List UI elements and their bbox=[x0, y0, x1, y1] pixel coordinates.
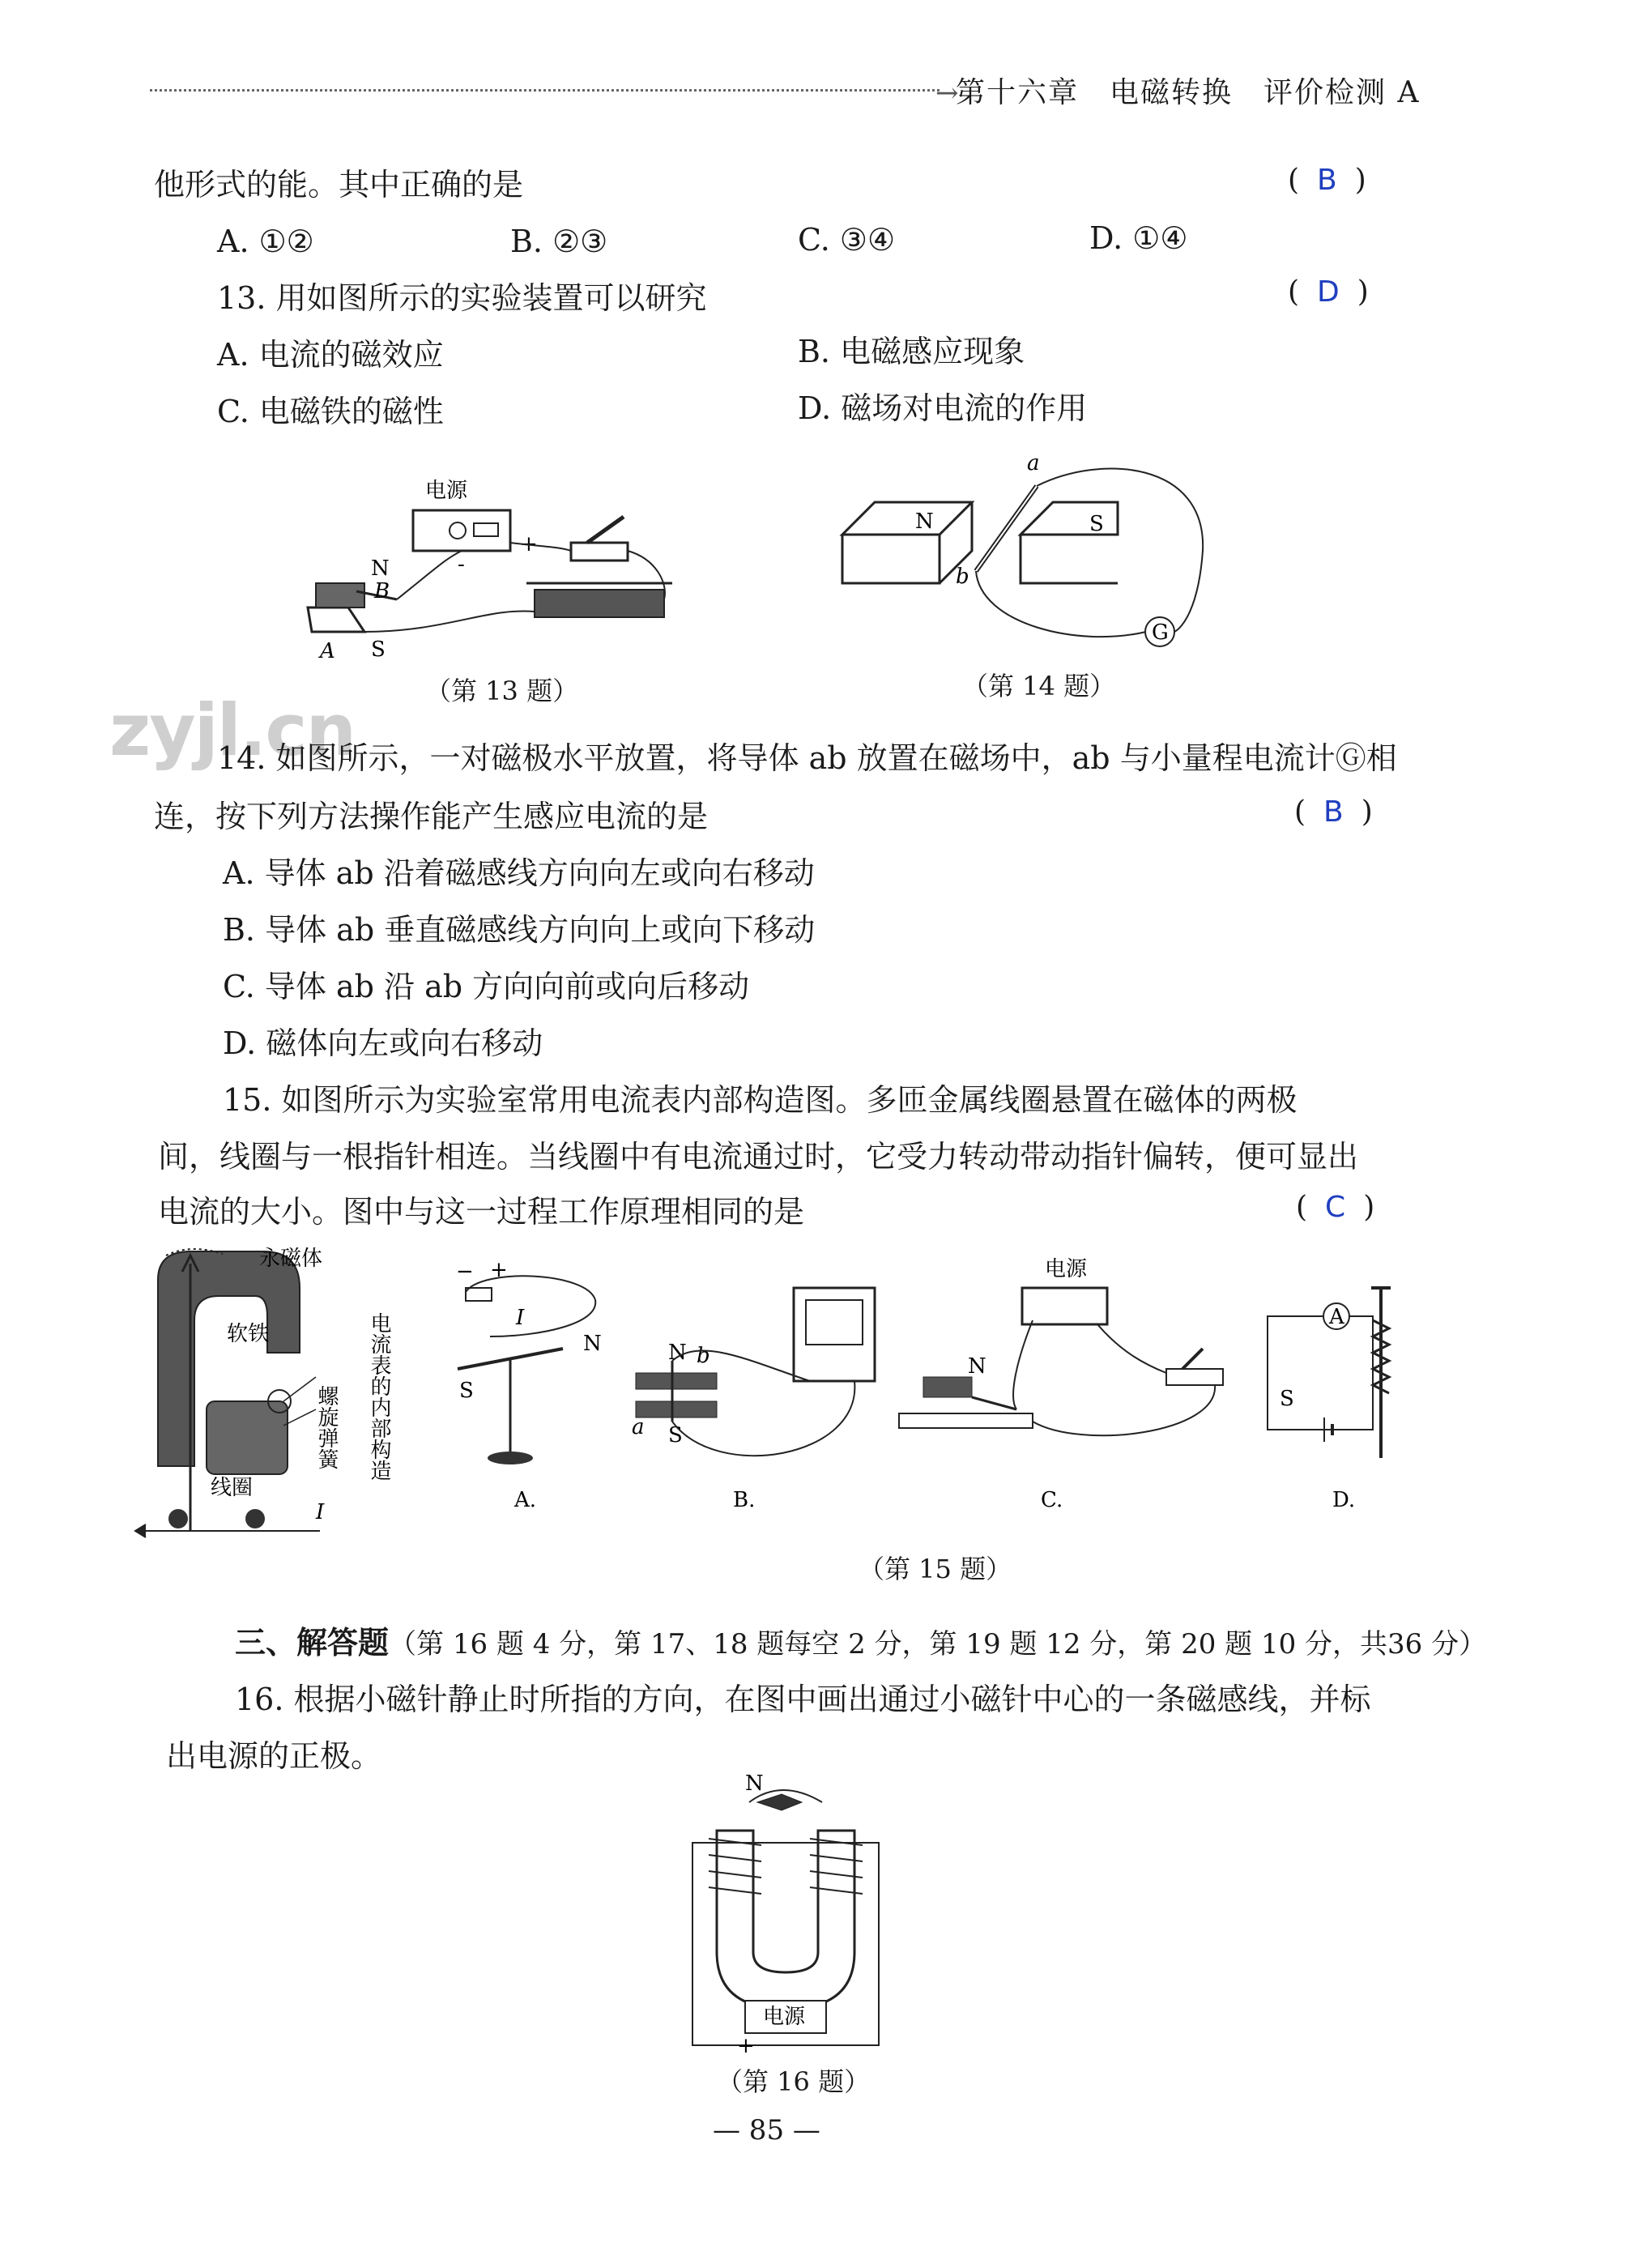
fig15a-n: N bbox=[583, 1332, 602, 1356]
section3-title: 三、解答题 bbox=[235, 1624, 390, 1660]
running-header: 第十六章 电磁转换 评价检测 A bbox=[956, 76, 1421, 109]
q13-option-d: D. 磁场对电流的作用 bbox=[798, 390, 1088, 426]
fig15-spring-label: 螺旋弹簧 bbox=[314, 1385, 339, 1469]
q16-line1: 16. 根据小磁针静止时所指的方向，在图中画出通过小磁针中心的一条磁感线，并标 bbox=[235, 1682, 1371, 1717]
q14-option-c: C. 导体 ab 沿 ab 方向向前或向后移动 bbox=[223, 969, 750, 1004]
fig15-label-a: A. bbox=[514, 1488, 537, 1512]
fig15-vertical-caption: 电流表的内部构造 bbox=[367, 1312, 391, 1481]
fig14-galvanometer-g: G bbox=[1152, 620, 1169, 645]
section3-note: （第 16 题 4 分，第 17、18 题每空 2 分，第 19 题 12 分，第 20 题 10 分，共36 分） bbox=[389, 1628, 1487, 1660]
figure-15-drawing bbox=[134, 1239, 1430, 1547]
fig15b-s: S bbox=[668, 1423, 683, 1447]
header-arrow-icon: → bbox=[935, 77, 959, 109]
fig15b-a: a bbox=[632, 1415, 645, 1439]
figure-13 bbox=[300, 470, 688, 664]
q12-option-b: B. ②③ bbox=[510, 224, 608, 259]
fig15d-s: S bbox=[1280, 1387, 1294, 1411]
fig13-pole-a: A bbox=[320, 639, 335, 663]
fig15c-power-label: 电源 bbox=[1045, 1257, 1088, 1281]
fig16-caption: （第 16 题） bbox=[717, 2066, 871, 2097]
q16-line2: 出电源的正极。 bbox=[166, 1738, 382, 1774]
fig14-a: a bbox=[1027, 454, 1040, 475]
fig13-pole-b: B bbox=[374, 579, 390, 603]
fig15-magnet-label: 永磁体 bbox=[259, 1247, 323, 1271]
fig16-n: N bbox=[745, 1771, 764, 1796]
fig14-b: b bbox=[956, 565, 969, 589]
q12-option-c: C. ③④ bbox=[798, 222, 896, 258]
q14-option-d: D. 磁体向左或向右移动 bbox=[223, 1025, 543, 1061]
fig15-current-i: I bbox=[316, 1500, 325, 1524]
q14-option-a: A. 导体 ab 沿着磁感线方向向左或向右移动 bbox=[223, 855, 815, 891]
figure-15 bbox=[134, 1239, 1430, 1547]
fig15-caption: （第 15 题） bbox=[859, 1554, 1012, 1584]
fig15-coil-label: 线圈 bbox=[211, 1476, 254, 1500]
fig15d-ammeter-a: A bbox=[1329, 1305, 1344, 1329]
q14-line1: 14. 如图所示，一对磁极水平放置，将导体 ab 放置在磁场中，ab 与小量程电流计Ⓖ相 bbox=[217, 740, 1397, 776]
fig15-label-b: B. bbox=[733, 1488, 756, 1512]
fig13-pole-n: N bbox=[371, 556, 390, 581]
fig13-plus: + bbox=[520, 532, 538, 556]
fig13-power-label: 电源 bbox=[425, 479, 468, 503]
fig16-plus: + bbox=[737, 2034, 755, 2057]
q13-option-a: A. 电流的磁效应 bbox=[217, 337, 444, 373]
q15-answer: ( C ) bbox=[1296, 1191, 1375, 1224]
q12-answer: ( B ) bbox=[1288, 164, 1366, 197]
q13-option-c: C. 电磁铁的磁性 bbox=[217, 394, 444, 429]
q13-option-b: B. 电磁感应现象 bbox=[798, 334, 1025, 369]
fig13-caption: （第 13 题） bbox=[425, 676, 579, 706]
q15-line2: 间，线圈与一根指针相连。当线圈中有电流通过时，它受力转动带动指针偏转，便可显出 bbox=[158, 1139, 1359, 1174]
section3-heading bbox=[235, 1620, 1486, 1667]
figure-14 bbox=[834, 454, 1223, 664]
fig15-soft-iron-label: 软铁 bbox=[227, 1322, 270, 1346]
fig15b-n: N bbox=[668, 1341, 687, 1365]
q14-option-b: B. 导体 ab 垂直磁感线方向向上或向下移动 bbox=[223, 912, 816, 948]
q12-option-a: A. ①② bbox=[217, 224, 314, 259]
q13-answer: ( D ) bbox=[1288, 275, 1369, 309]
fig15b-b: b bbox=[697, 1344, 710, 1368]
fig14-caption: （第 14 题） bbox=[962, 671, 1116, 701]
q13-stem: 13. 用如图所示的实验装置可以研究 bbox=[217, 280, 707, 316]
fig15a-plus: + bbox=[490, 1258, 508, 1282]
fig14-s: S bbox=[1089, 512, 1104, 536]
q14-answer: ( B ) bbox=[1294, 795, 1373, 829]
q12-option-d: D. ①④ bbox=[1089, 220, 1188, 256]
figure-13-drawing bbox=[300, 470, 688, 664]
figure-14-drawing bbox=[834, 454, 1223, 664]
fig15a-current-i: I bbox=[516, 1306, 525, 1330]
q15-line1: 15. 如图所示为实验室常用电流表内部构造图。多匝金属线圈悬置在磁体的两极 bbox=[223, 1082, 1298, 1118]
fig16-power-label: 电源 bbox=[763, 2005, 806, 2029]
figure-16-drawing bbox=[680, 1766, 891, 2057]
fig15c-n: N bbox=[968, 1354, 986, 1379]
figure-16 bbox=[680, 1766, 891, 2057]
fig15-label-d: D. bbox=[1332, 1488, 1356, 1512]
fig13-minus: - bbox=[458, 552, 465, 577]
fig15-label-c: C. bbox=[1041, 1488, 1063, 1512]
q12-tail: 他形式的能。其中正确的是 bbox=[154, 167, 524, 202]
header-rule bbox=[150, 89, 940, 92]
q15-line3: 电流的大小。图中与这一过程工作原理相同的是 bbox=[158, 1194, 805, 1230]
fig13-pole-s: S bbox=[371, 637, 386, 662]
fig14-n: N bbox=[915, 509, 934, 534]
q14-line2: 连，按下列方法操作能产生感应电流的是 bbox=[154, 799, 709, 834]
fig15a-s: S bbox=[459, 1379, 474, 1403]
page-number: — 85 — bbox=[713, 2114, 820, 2146]
watermark: zyjl.cn bbox=[109, 688, 356, 772]
fig15a-minus: − bbox=[456, 1260, 474, 1284]
